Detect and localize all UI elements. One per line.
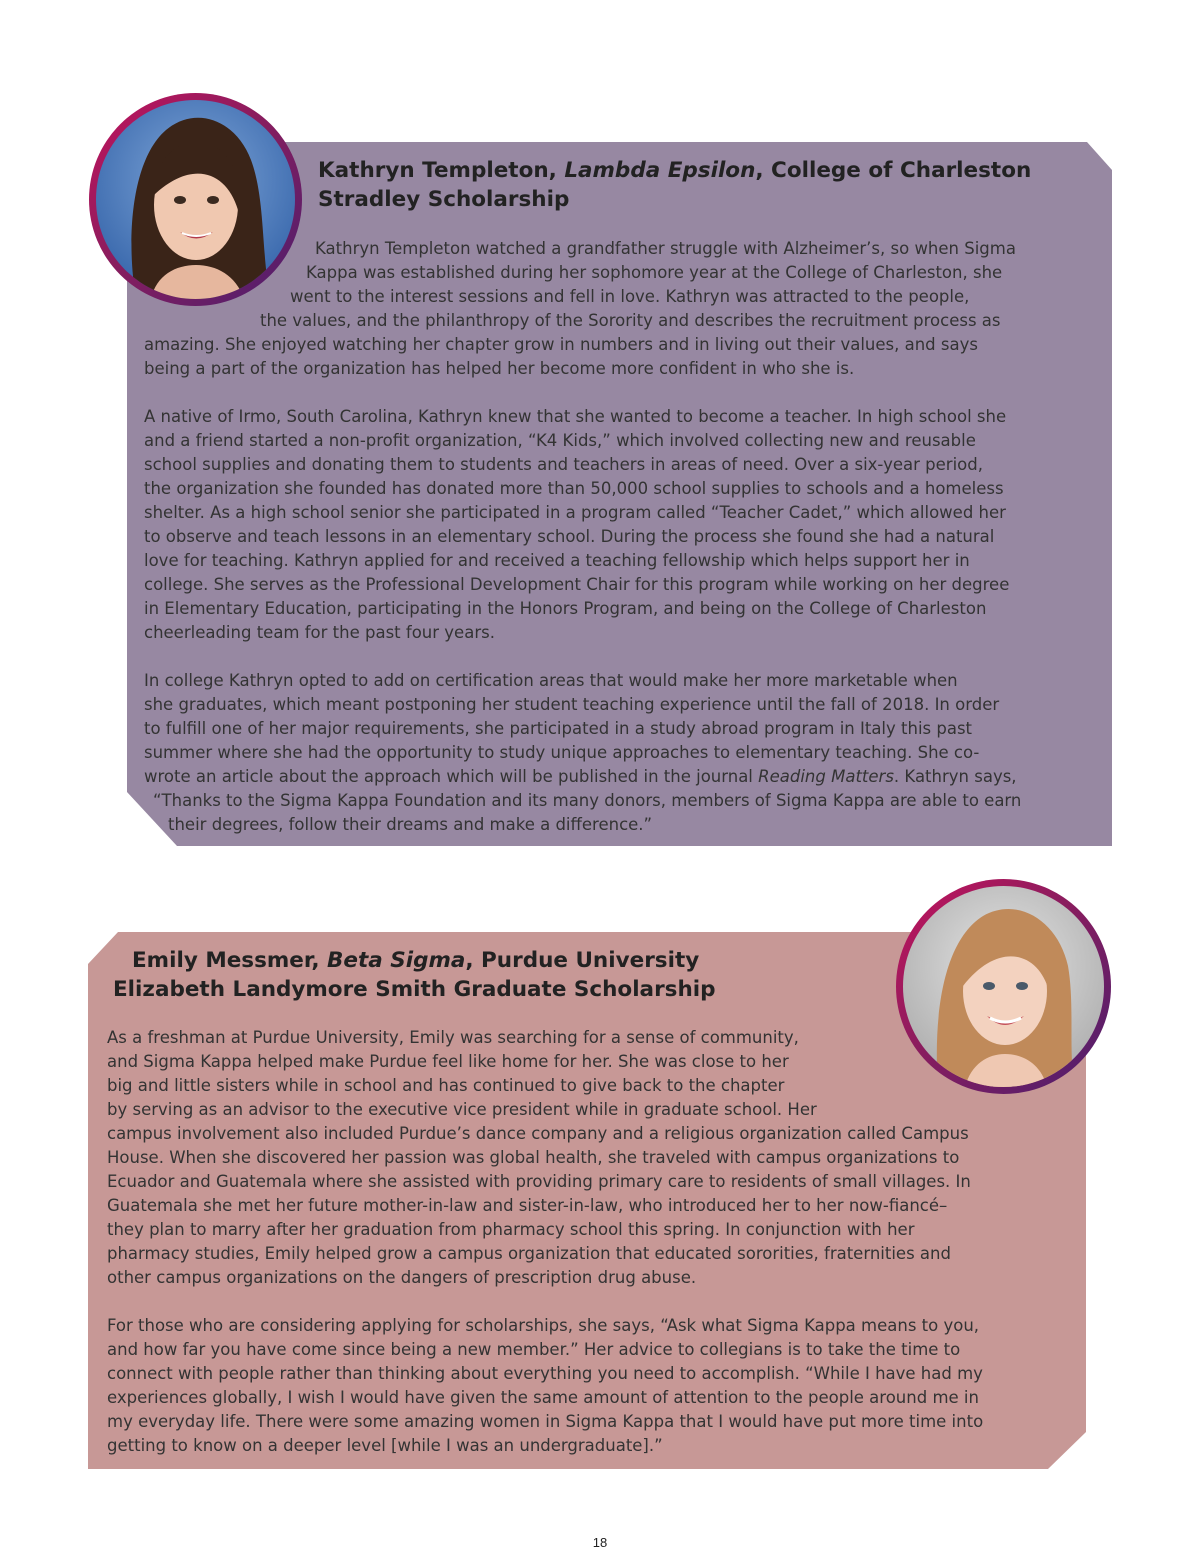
bio-line: school supplies and donating them to students and teachers in areas of need. Over a six-year period, <box>144 455 983 474</box>
journal-title: Reading Matters <box>758 767 894 786</box>
bio-line: by serving as an advisor to the executive vice president while in graduate school. Her <box>107 1100 817 1119</box>
bio-line: As a freshman at Purdue University, Emily was searching for a sense of community, <box>107 1028 799 1047</box>
bio-line: the organization she founded has donated more than 50,000 school supplies to schools and a homeless <box>144 479 1004 498</box>
bio-line: A native of Irmo, South Carolina, Kathryn knew that she wanted to become a teacher. In high school she <box>144 407 1007 426</box>
bio-line: In college Kathryn opted to add on certification areas that would make her more marketable when <box>144 671 958 690</box>
emily-heading <box>113 946 716 1004</box>
bio-line: other campus organizations on the dangers of prescription drug abuse. <box>107 1268 697 1287</box>
emily-chapter: Beta Sigma <box>326 948 466 973</box>
bio-line: and Sigma Kappa helped make Purdue feel like home for her. She was close to her <box>107 1052 789 1071</box>
bio-line: to fulfill one of her major requirements, she participated in a study abroad program in Italy this past <box>144 719 973 738</box>
emily-name-line: Emily Messmer, Beta Sigma, Purdue University <box>132 948 700 973</box>
bio-line: went to the interest sessions and fell in love. Kathryn was attracted to the people, <box>290 287 970 306</box>
bio-line: “Thanks to the Sigma Kappa Foundation and its many donors, members of Sigma Kappa are able to earn <box>153 791 1022 810</box>
bio-line: Kathryn Templeton watched a grandfather struggle with Alzheimer’s, so when Sigma <box>315 239 1016 258</box>
page-number: 18 <box>592 1535 608 1550</box>
bio-line: big and little sisters while in school and has continued to give back to the chapter <box>107 1076 785 1095</box>
bio-line: their degrees, follow their dreams and make a difference.” <box>168 815 653 834</box>
bio-line: and how far you have come since being a new member.” Her advice to collegians is to take the time to <box>107 1340 961 1359</box>
bio-line: and a friend started a non-profit organization, “K4 Kids,” which involved collecting new and reusable <box>144 431 976 450</box>
bio-line: love for teaching. Kathryn applied for and received a teaching fellowship which helps support her in <box>144 551 970 570</box>
kathryn-chapter: Lambda Epsilon <box>564 158 756 183</box>
kathryn-bio <box>144 237 1021 837</box>
bio-line: Ecuador and Guatemala where she assisted with providing primary care to residents of small villages. In <box>107 1172 971 1191</box>
bio-line: experiences globally, I wish I would have given the same amount of attention to the people around me in <box>107 1388 979 1407</box>
bio-line: getting to know on a deeper level [while I was an undergraduate].” <box>107 1436 663 1455</box>
bio-line: to observe and teach lessons in an elementary school. During the process she found she had a natural <box>144 527 995 546</box>
bio-line: my everyday life. There were some amazing women in Sigma Kappa that I would have put more time into <box>107 1412 984 1431</box>
bio-line: For those who are considering applying for scholarships, she says, “Ask what Sigma Kappa means to you, <box>107 1316 980 1335</box>
bio-line: college. She serves as the Professional Development Chair for this program while working on her degree <box>144 575 1010 594</box>
bio-line: being a part of the organization has helped her become more confident in who she is. <box>144 359 855 378</box>
kathryn-name-line: Kathryn Templeton, Lambda Epsilon, College of Charleston <box>318 158 1032 183</box>
bio-line-journal: wrote an article about the approach which will be published in the journal Reading Matters. Kathryn says, <box>144 767 1017 786</box>
bio-line: campus involvement also included Purdue’s dance company and a religious organization called Campus <box>107 1124 969 1143</box>
bio-line: in Elementary Education, participating in the Honors Program, and being on the College of Charleston <box>144 599 987 618</box>
bio-line: cheerleading team for the past four years. <box>144 623 495 642</box>
bio-line: summer where she had the opportunity to study unique approaches to elementary teaching. She co- <box>144 743 980 762</box>
bio-line: shelter. As a high school senior she participated in a program called “Teacher Cadet,” which allowed her <box>144 503 1006 522</box>
emily-scholarship: Elizabeth Landymore Smith Graduate Scholarship <box>113 977 716 1002</box>
kathryn-heading <box>318 156 1031 214</box>
bio-line: she graduates, which meant postponing her student teaching experience until the fall of 2018. In order <box>144 695 1000 714</box>
bio-line: House. When she discovered her passion was global health, she traveled with campus organizations to <box>107 1148 960 1167</box>
bio-line: pharmacy studies, Emily helped grow a campus organization that educated sororities, fraternities and <box>107 1244 951 1263</box>
kathryn-scholarship: Stradley Scholarship <box>318 187 570 212</box>
bio-line: the values, and the philanthropy of the Sorority and describes the recruitment process as <box>260 311 1001 330</box>
emily-bio <box>107 1026 983 1458</box>
bio-line: amazing. She enjoyed watching her chapter grow in numbers and in living out their values, and says <box>144 335 978 354</box>
bio-line: they plan to marry after her graduation from pharmacy school this spring. In conjunction with her <box>107 1220 915 1239</box>
bio-line: Guatemala she met her future mother-in-law and sister-in-law, who introduced her to her now-fiancé– <box>107 1196 948 1215</box>
bio-line: connect with people rather than thinking about everything you need to accomplish. “While I have had my <box>107 1364 983 1383</box>
bio-line: Kappa was established during her sophomore year at the College of Charleston, she <box>306 263 1003 282</box>
